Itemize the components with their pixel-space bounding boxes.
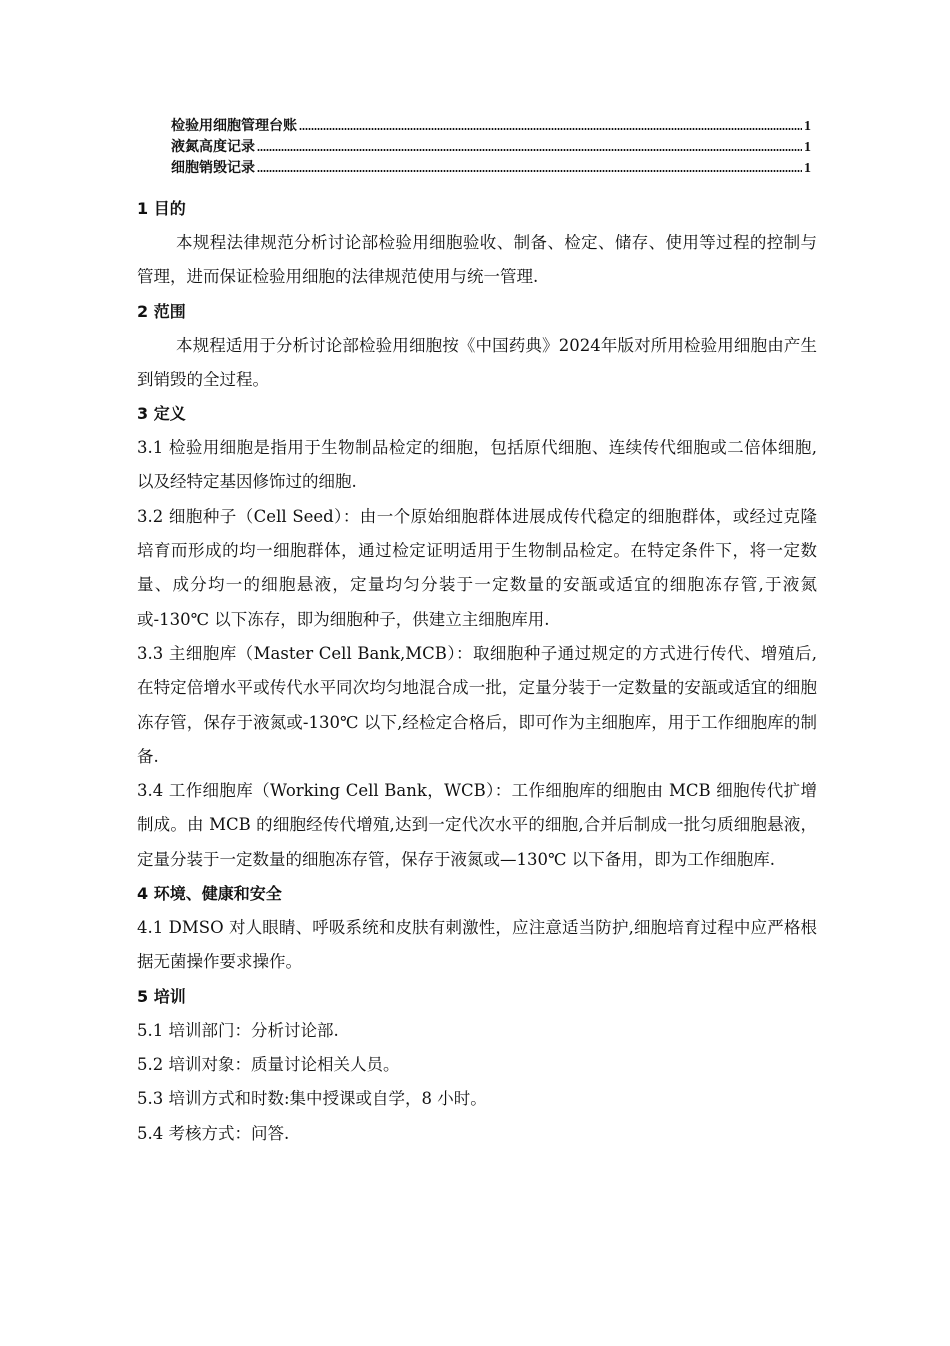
section-heading-ehs: 4 环境、健康和安全	[137, 884, 282, 904]
document-body	[137, 192, 817, 1151]
paragraph-training-5-3: 5.3 培训方式和时数:集中授课或自学，8 小时。	[137, 1089, 487, 1109]
toc-entry-page: 1	[804, 161, 811, 176]
paragraph-purpose: 本规程法律规范分析讨论部检验用细胞验收、制备、检定、储存、使用等过程的控制与管理，进而保证检验用细胞的法律规范使用与统一管理.	[137, 233, 817, 287]
toc-leader-dots	[257, 148, 802, 152]
paragraph-scope: 本规程适用于分析讨论部检验用细胞按《中国药典》2024年版对所用检验用细胞由产生到销毁的全过程。	[137, 335, 817, 389]
toc-leader-dots	[257, 169, 802, 173]
paragraph-ehs-4-1: 4.1 DMSO 对人眼睛、呼吸系统和皮肤有刺激性，应注意适当防护,细胞培育过程中应严格根据无菌操作要求操作。	[137, 918, 817, 972]
paragraph-training-5-2: 5.2 培训对象：质量讨论相关人员。	[137, 1054, 400, 1074]
paragraph-definition-3-2: 3.2 细胞种子（Cell Seed）：由一个原始细胞群体进展成传代稳定的细胞群体，或经过克隆培育而形成的均一细胞群体，通过检定证明适用于生物制品检定。在特定条件下，将一定数量、成分均一的细胞悬液，定量均匀分装于一定数量的安瓿或适宜的细胞冻存管,于液氮或-130℃ 以下冻存，即为细胞种子，供建立主细胞库用.	[137, 506, 817, 629]
table-of-contents	[171, 116, 811, 179]
paragraph-definition-3-1: 3.1 检验用细胞是指用于生物制品检定的细胞，包括原代细胞、连续传代细胞或二倍体细胞,以及经特定基因修饰过的细胞.	[137, 438, 817, 492]
section-heading-purpose: 1 目的	[137, 199, 186, 218]
toc-entry[interactable]	[171, 158, 811, 179]
section-heading-scope: 2 范围	[137, 301, 186, 321]
toc-entry[interactable]	[171, 116, 811, 137]
section-heading-training: 5 培训	[137, 986, 186, 1006]
section-heading-definitions: 3 定义	[137, 404, 186, 424]
toc-entry-title: 细胞销毁记录	[171, 160, 255, 176]
toc-entry-title: 液氮高度记录	[171, 139, 255, 155]
paragraph-training-5-4: 5.4 考核方式：问答.	[137, 1123, 290, 1143]
toc-leader-dots	[299, 127, 802, 131]
toc-entry[interactable]	[171, 137, 811, 158]
toc-entry-title: 检验用细胞管理台账	[171, 118, 297, 134]
paragraph-definition-3-4: 3.4 工作细胞库（Working Cell Bank，WCB）：工作细胞库的细胞由 MCB 细胞传代扩增制成。由 MCB 的细胞经传代增殖,达到一定代次水平的细胞,合并后制成一批匀质细胞悬液，定量分装于一定数量的细胞冻存管，保存于液氮或—130℃ 以下备用，即为工作细胞库.	[137, 781, 817, 869]
toc-entry-page: 1	[804, 140, 811, 155]
paragraph-definition-3-3: 3.3 主细胞库（Master Cell Bank,MCB）：取细胞种子通过规定的方式进行传代、增殖后,在特定倍增水平或传代水平同次均匀地混合成一批，定量分装于一定数量的安瓿或适宜的细胞冻存管，保存于液氮或-130℃ 以下,经检定合格后，即可作为主细胞库，用于工作细胞库的制备.	[137, 643, 817, 766]
paragraph-training-5-1: 5.1 培训部门：分析讨论部.	[137, 1020, 339, 1040]
toc-entry-page: 1	[804, 119, 811, 134]
